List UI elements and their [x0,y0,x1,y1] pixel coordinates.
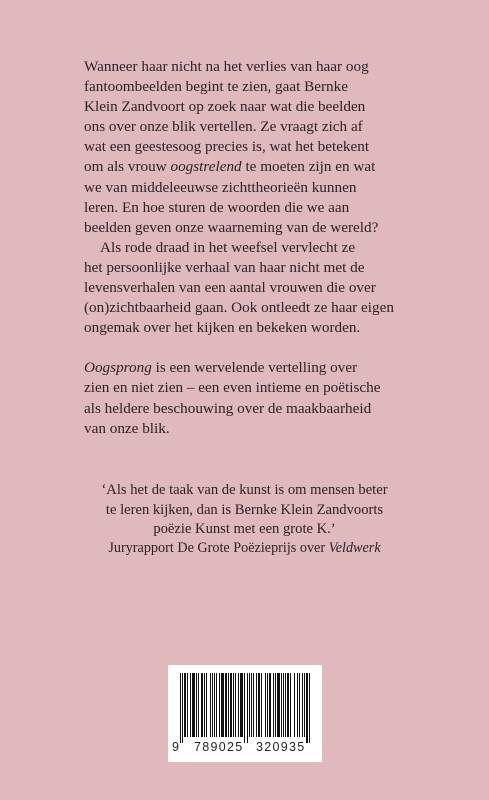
blurb-line: zien en niet zien – een even intieme en poëtische [84,379,381,397]
barcode-right-digits: 320935 [256,740,306,754]
barcode-left-digits: 789025 [194,740,244,754]
barcode-bar [184,673,186,737]
attribution-title: Veldwerk [328,540,381,556]
barcode-bar [238,673,239,737]
barcode-bar [190,673,191,737]
blurb-paragraph-2 [84,238,429,338]
isbn-barcode [168,665,322,762]
blurb-line: (on)zichtbaarheid gaan. Ook ontleedt ze haar eigen [84,299,394,317]
barcode-bar [187,673,188,737]
barcode-bar [228,673,229,737]
barcode-bar [299,673,300,737]
blurb-line: wat een geestesoog precies is, wat het betekent [84,138,370,156]
barcode-bar [225,673,227,737]
barcode-bar [273,673,274,737]
barcode-bar [196,673,197,737]
barcode-bar [180,673,181,743]
barcode-bar [212,673,213,737]
barcode-bar [201,673,203,737]
blurb-line: fantoombeelden begint te zien, gaat Bernke [84,78,348,96]
blurb-paragraph-1 [84,57,429,238]
barcode-bar [251,673,252,737]
barcode-bar [204,673,205,737]
barcode-bar [235,673,236,737]
blurb-text: te moeten zijn en wat [245,158,376,176]
barcode-bar [253,673,254,737]
barcode-bar [277,673,280,737]
blurb-text: om als vrouw [84,158,167,176]
blurb-line: Als rode draad in het weefsel vervlecht ze [100,238,356,256]
barcode-bar [247,673,248,743]
barcode-bar [240,673,243,737]
barcode-first-digit: 9 [172,740,179,754]
barcode-bar [182,673,183,743]
blurb-line [84,157,429,177]
blurb-line: Klein Zandvoort op zoek naar wat die beelden [84,98,366,116]
barcode-bar [210,673,211,737]
blurb-line [84,358,429,378]
barcode-bar [230,673,232,737]
barcode-bar [219,673,220,737]
quote-line: ‘Als het de taak van de kunst is om mensen beter [101,482,388,498]
attribution-source: Juryrapport De Grote Poëzieprijs over [108,540,326,556]
barcode-bar [192,673,195,737]
barcode-bar [206,673,207,737]
barcode-bar [269,673,271,737]
barcode-bar [265,673,266,737]
barcode-bar [256,673,257,737]
barcode-digits [168,740,322,758]
barcode-bar [294,673,295,737]
barcode-bar [285,673,286,737]
blurb-line: we van middeleeuwse zichttheorieën kunnen [84,178,357,196]
barcode-bar [306,673,308,743]
barcode-bar [258,673,260,737]
barcode-bar [281,673,282,737]
barcode-bar [302,673,303,737]
blurb-line: als heldere beschouwing over de maakbaarheid [84,399,372,417]
blurb-line: beelden geven onze waarneming van de wereld? [84,218,379,236]
back-cover-blurb [84,57,429,439]
barcode-bar [233,673,234,737]
blurb-line: het persoonlijke verhaal van haar nicht met de [84,258,365,276]
barcode-bar [244,673,245,743]
barcode-bar [214,673,215,737]
barcode-bar [221,673,224,737]
blurb-paragraph-3 [84,358,429,438]
blurb-line: Wanneer haar nicht na het verlies van haar oog [84,58,369,75]
blurb-line: ongemak over het kijken en bekeken worden. [84,319,361,337]
barcode-bar [216,673,217,737]
barcode-bar [261,673,262,737]
barcode-bar [309,673,310,743]
blurb-line: ons over onze blik vertellen. Ze vraagt zich af [84,118,363,136]
blurb-text: is een wervelende vertelling over [155,359,358,377]
review-quote [0,481,489,540]
barcode-bar [275,673,276,737]
barcode-bar [290,673,291,737]
quote-line: te leren kijken, dan is Bernke Klein Zandvoorts [105,501,384,518]
barcode-bar [297,673,298,737]
blurb-line: leren. En hoe sturen de woorden die we aan [84,198,350,216]
barcode-bar [267,673,268,737]
book-title: Oogsprong [84,359,152,377]
quote-line: poëzie Kunst met een grote K.’ [153,521,336,537]
barcode-bar [198,673,199,737]
quote-attribution [0,540,489,557]
barcode-bar [249,673,250,737]
emphasized-word: oogstrelend [170,158,242,176]
blurb-line: van onze blik. [84,419,170,437]
blurb-line: levensverhalen van een aantal vrouwen die over [84,279,376,297]
barcode-bar [304,673,305,737]
barcode-bar [287,673,289,737]
barcode-bar [283,673,284,737]
